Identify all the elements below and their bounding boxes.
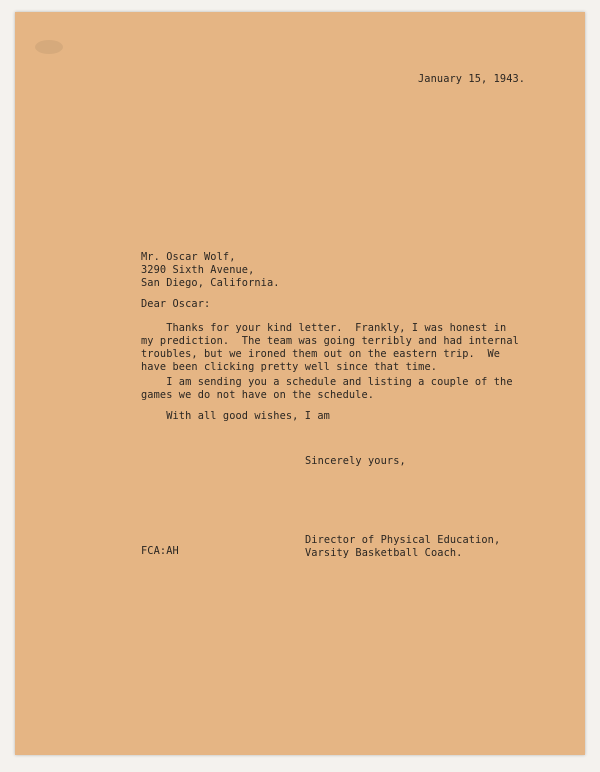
recipient-name: Mr. Oscar Wolf, (141, 251, 236, 263)
body-paragraph-3: With all good wishes, I am (141, 410, 330, 422)
letter-page (15, 12, 585, 755)
signature-title (305, 534, 500, 560)
paragraph-line: I am sending you a schedule and listing a couple of the (141, 376, 513, 388)
paragraph-line: have been clicking pretty well since that time. (141, 361, 438, 373)
salutation: Dear Oscar: (141, 298, 211, 310)
reference-initials: FCA:AH (141, 545, 179, 557)
paragraph-line: troubles, but we ironed them out on the eastern trip. We (141, 348, 501, 360)
paragraph-line: my prediction. The team was going terribly and had internal (141, 335, 519, 347)
paragraph-line: Thanks for your kind letter. Frankly, I was honest in (141, 322, 507, 334)
recipient-address (141, 251, 280, 290)
recipient-city: San Diego, California. (141, 277, 280, 289)
title-line: Varsity Basketball Coach. (305, 547, 463, 559)
paper-smudge (35, 40, 63, 54)
body-paragraph-1 (141, 322, 519, 374)
paragraph-line: games we do not have on the schedule. (141, 389, 375, 401)
body-paragraph-2 (141, 376, 513, 402)
recipient-street: 3290 Sixth Avenue, (141, 264, 255, 276)
closing: Sincerely yours, (305, 455, 406, 467)
title-line: Director of Physical Education, (305, 534, 501, 546)
letter-date: January 15, 1943. (418, 73, 526, 85)
